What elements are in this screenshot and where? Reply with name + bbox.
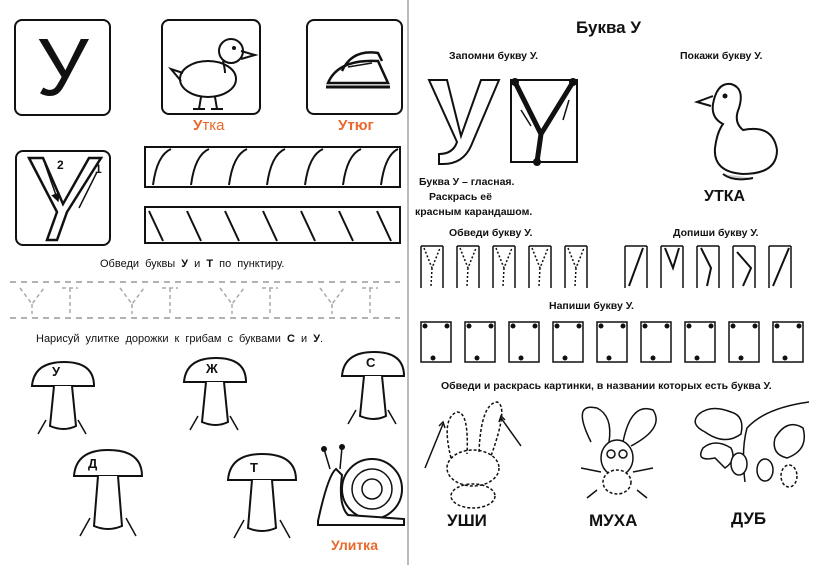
mushroom-2	[180, 356, 250, 436]
iron-picture-box	[306, 19, 403, 115]
write-letter-boxes	[419, 318, 809, 364]
page-title: Буква У	[576, 18, 641, 37]
vowel-line-3: красным карандашом.	[415, 206, 533, 218]
duck-icon	[163, 21, 263, 117]
duck-word: УТКА	[704, 188, 746, 205]
dotted-stroke-letter	[509, 74, 581, 166]
snail-and: и	[294, 333, 314, 345]
remember-label: Запомни букву У.	[449, 50, 539, 62]
color-task-label: Обведи и раскрась картинки, в названии которых есть буква У.	[441, 380, 772, 392]
finish-label: Допиши букву У.	[673, 227, 759, 239]
snail-caption-accent: У	[331, 537, 339, 553]
trace-instruction	[100, 258, 284, 270]
iron-caption	[338, 117, 374, 134]
finish-letter-boxes	[623, 242, 803, 292]
snail-caption	[331, 537, 378, 553]
mushroom-letter: У	[52, 364, 61, 379]
snail-icon	[308, 445, 408, 535]
right-page	[409, 0, 816, 565]
oak-branch-icon	[685, 398, 815, 498]
trace-letter-boxes	[419, 242, 599, 292]
iron-icon	[308, 21, 405, 117]
mushroom-icon	[224, 450, 300, 542]
snail-task-start: Нарисуй улитке дорожки к грибам с буквами	[36, 333, 287, 345]
snail-task	[36, 333, 323, 345]
word-ears: УШИ	[447, 511, 487, 530]
mushroom-letter: Т	[250, 460, 258, 475]
trace-letter-t: Т	[206, 258, 214, 270]
bunny-icon	[421, 398, 531, 508]
word-oak: ДУБ	[731, 509, 767, 528]
trace-and: и	[188, 258, 207, 270]
tracing-rows	[143, 145, 403, 245]
snail-caption-rest: литка	[338, 537, 378, 553]
fly-icon	[561, 402, 671, 502]
snail-letter-s: С	[286, 333, 295, 345]
vowel-line-2: Раскрась её	[429, 191, 492, 203]
duck-picture-box	[161, 19, 261, 115]
mushroom-5	[224, 450, 300, 542]
mushroom-4	[70, 446, 146, 542]
mushroom-icon	[70, 446, 146, 542]
mushroom-icon	[28, 360, 98, 440]
trace-instruction-end: по пунктиру.	[213, 258, 285, 270]
trace-instruction-start: Обведи буквы	[100, 258, 182, 270]
trace-label: Обведи букву У.	[449, 227, 533, 239]
duck-caption-rest: тка	[202, 117, 225, 134]
stroke-order-box	[15, 150, 111, 246]
show-label: Покажи букву У.	[680, 50, 763, 62]
duck-caption-accent: У	[193, 117, 203, 134]
snail-letter-u: У	[313, 333, 321, 345]
duck-icon	[693, 74, 783, 184]
duck-caption	[193, 117, 224, 134]
stroke-number-2: 2	[57, 158, 64, 172]
outline-letter-u	[427, 76, 507, 166]
mushroom-letter: Д	[88, 456, 98, 471]
big-letter-box	[14, 19, 111, 116]
left-page	[0, 0, 407, 565]
mushroom-letter: С	[366, 355, 376, 370]
write-label: Напиши букву У.	[549, 300, 634, 312]
snail-end: .	[320, 333, 324, 345]
iron-caption-accent: У	[338, 117, 348, 134]
dashed-tracing-band	[10, 280, 402, 320]
big-letter: У	[36, 22, 89, 113]
trace-letter-u: У	[181, 258, 189, 270]
mushroom-3	[340, 350, 406, 430]
vowel-line-1: Буква У – гласная.	[419, 176, 515, 188]
stroke-number-1: 1	[95, 162, 102, 176]
iron-caption-rest: тюг	[347, 117, 374, 134]
mushroom-letter: Ж	[206, 361, 218, 376]
word-fly: МУХА	[589, 511, 638, 530]
mushroom-1	[28, 360, 98, 440]
